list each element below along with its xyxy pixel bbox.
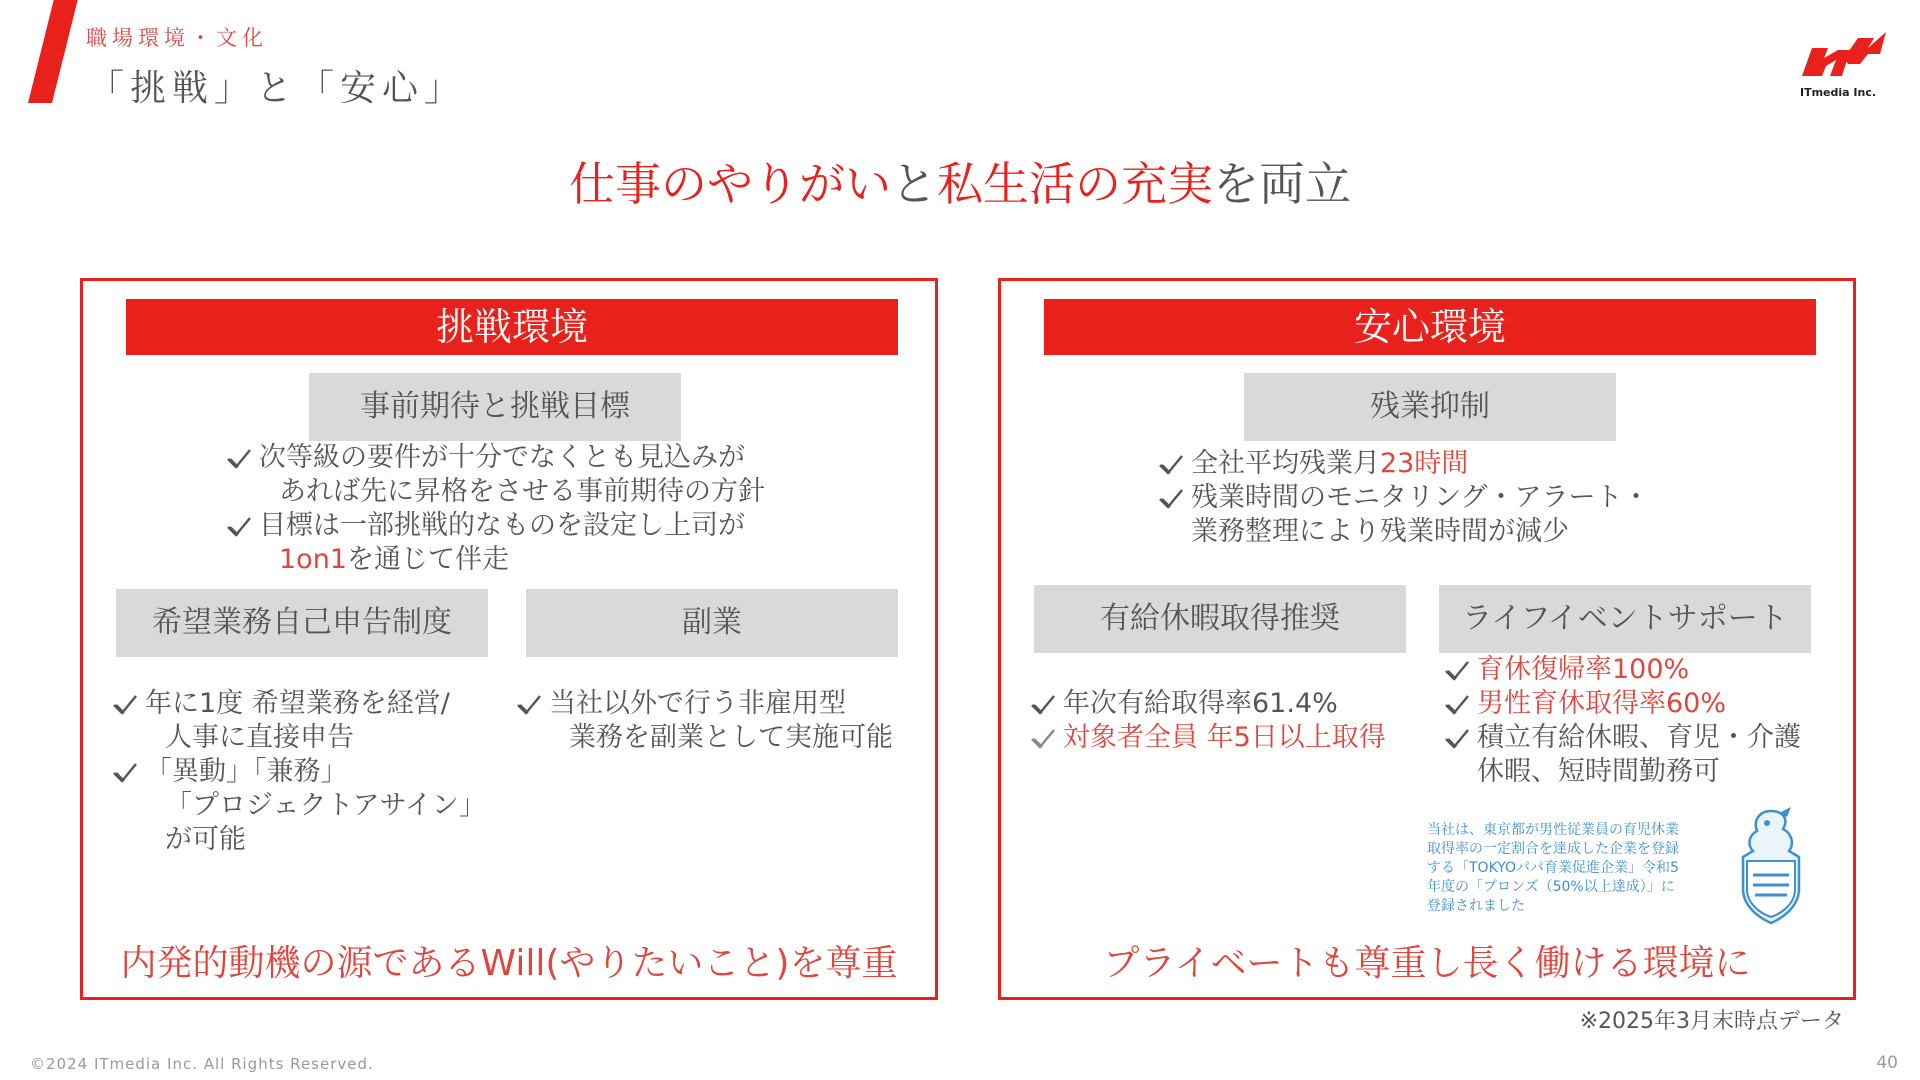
list-item-continuation: 業務整理により残業時間が減少 xyxy=(1191,516,1569,547)
check-icon xyxy=(1029,692,1057,718)
list-item-continuation: 人事に直接申告 xyxy=(165,722,354,753)
security-panel xyxy=(998,278,1856,1000)
life-event-list xyxy=(1443,653,1853,789)
check-icon xyxy=(1157,486,1185,512)
headline-part-1: 仕事のやりがい xyxy=(569,157,891,211)
list-item: 育休復帰率100% xyxy=(1443,653,1853,687)
list-item-continuation: 業務を副業として実施可能 xyxy=(569,722,893,753)
list-item-continuation: 「プロジェクトアサイン」 xyxy=(165,790,486,821)
check-icon xyxy=(1443,726,1471,752)
check-icon xyxy=(1157,452,1185,478)
security-band: 安心環境 xyxy=(1044,299,1816,355)
life-event-box: ライフイベントサポート xyxy=(1439,585,1811,653)
copyright: ©2024 ITmedia Inc. All Rights Reserved. xyxy=(30,1055,374,1073)
check-icon xyxy=(515,692,543,718)
check-icon xyxy=(225,514,253,540)
list-item: 男性育休取得率60% xyxy=(1443,687,1853,721)
headline xyxy=(0,148,1920,214)
check-icon xyxy=(1443,658,1471,684)
list-item: 当社以外で行う非雇用型 xyxy=(515,687,935,721)
list-item: 積立有給休暇、育児・介護 xyxy=(1443,721,1853,755)
security-footer-message: プライベートも尊重し長く働ける環境に xyxy=(1103,943,1751,984)
list-item-continuation: 1on1を通じて伴走 xyxy=(279,544,509,575)
advance-expectation-list xyxy=(225,441,885,577)
header-accent-slash xyxy=(28,0,78,103)
side-job-box: 副業 xyxy=(526,589,898,657)
headline-part-2: と xyxy=(891,157,937,211)
challenge-panel xyxy=(80,278,938,1000)
check-icon xyxy=(111,692,139,718)
list-item: 年次有給取得率61.4% xyxy=(1029,687,1429,721)
headline-part-3: 私生活の充実 xyxy=(937,157,1213,211)
check-icon xyxy=(1443,692,1471,718)
list-item: 全社平均残業月23時間 xyxy=(1157,447,1717,481)
advance-expectation-box: 事前期待と挑戦目標 xyxy=(309,373,681,441)
list-item: 目標は一部挑戦的なものを設定し上司が xyxy=(225,509,885,543)
data-date-note: ※2025年3月末時点データ xyxy=(1579,1009,1844,1034)
tokyo-papa-badge-icon xyxy=(1729,805,1813,927)
list-item: 「異動」「兼務」 xyxy=(111,755,491,789)
list-item-continuation: 休暇、短時間勤務可 xyxy=(1477,756,1720,787)
paid-leave-list xyxy=(1029,687,1429,755)
list-item-continuation: あれば先に昇格をさせる事前期待の方針 xyxy=(279,476,765,507)
self-report-box: 希望業務自己申告制度 xyxy=(116,589,488,657)
self-report-list xyxy=(111,687,491,857)
check-icon xyxy=(1029,726,1057,752)
logo-text: ITmedia Inc. xyxy=(1800,86,1877,99)
paid-leave-box: 有給休暇取得推奨 xyxy=(1034,585,1406,653)
check-icon xyxy=(225,446,253,472)
challenge-band: 挑戦環境 xyxy=(126,299,898,355)
headline-part-4: を両立 xyxy=(1213,157,1351,211)
tokyo-papa-note: 当社は、東京都が男性従業員の育児休業 取得率の一定割合を達成した企業を登録 する「TOKYOパパ育業促進企業」令和5 年度の「ブロンズ（50%以上達成）」に 登録されました xyxy=(1427,822,1679,914)
section-label: 職場環境・文化 xyxy=(86,26,268,50)
overtime-control-box: 残業抑制 xyxy=(1244,373,1616,441)
list-item: 次等級の要件が十分でなくとも見込みが xyxy=(225,441,885,475)
check-icon xyxy=(111,760,139,786)
side-job-list xyxy=(515,687,935,755)
page-title: 「挑戦」と「安心」 xyxy=(88,68,467,109)
list-item: 対象者全員 年5日以上取得 xyxy=(1029,721,1429,755)
list-item: 残業時間のモニタリング・アラート・ xyxy=(1157,481,1717,515)
challenge-footer-message: 内発的動機の源であるWill(やりたいこと)を尊重 xyxy=(120,943,898,984)
list-item: 年に1度 希望業務を経営/ xyxy=(111,687,491,721)
list-item-continuation: が可能 xyxy=(165,824,246,855)
page-number: 40 xyxy=(1876,1053,1898,1073)
overtime-control-list xyxy=(1157,447,1717,549)
